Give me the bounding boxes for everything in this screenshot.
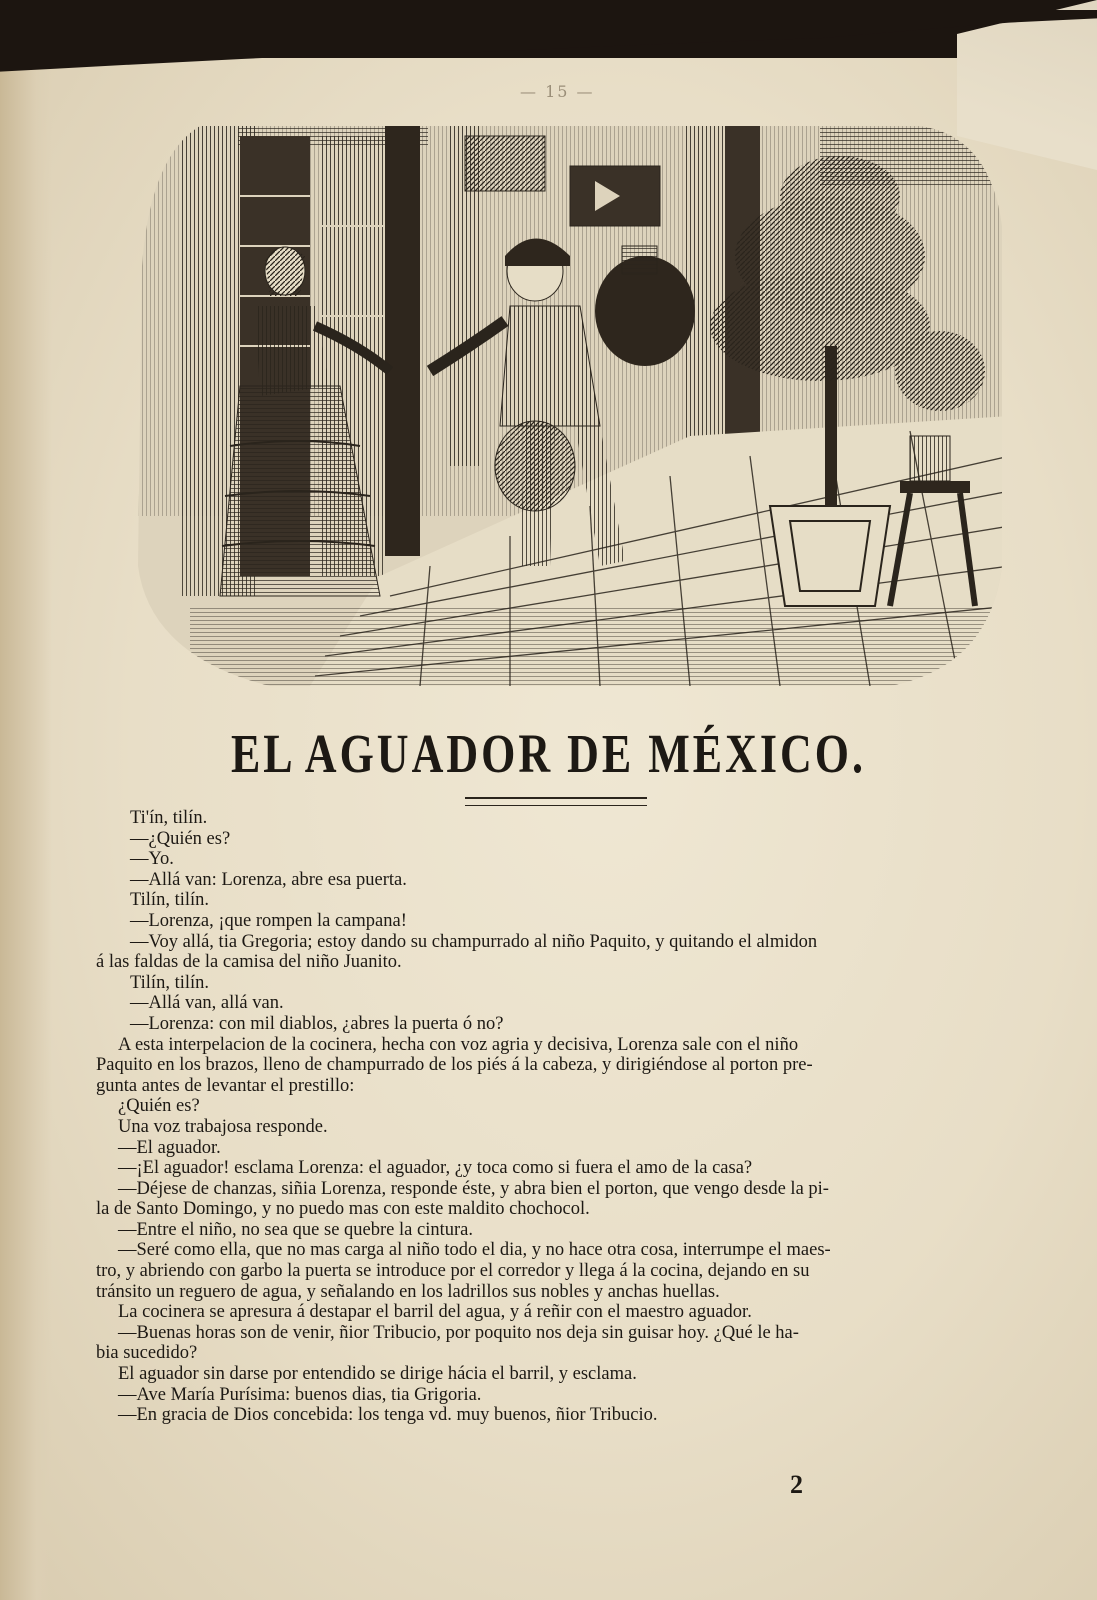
text-line: La cocinera se apresura á destapar el barril del agua, y á reñir con el maestro aguador. bbox=[118, 1302, 752, 1323]
text-line: Una voz trabajosa responde. bbox=[118, 1116, 328, 1137]
text-line: —¿Quién es? bbox=[130, 828, 231, 849]
text-line: bia sucedido? bbox=[96, 1343, 198, 1364]
text-line: tro, y abriendo con garbo la puerta se introduce por el corredor y llega á la cocina, dejando en su bbox=[96, 1261, 810, 1282]
text-line: —Déjese de chanzas, siñia Lorenza, responde éste, y abra bien el porton, que vengo desde la pi- bbox=[118, 1178, 829, 1199]
text-line: —En gracia de Dios concebida: los tenga vd. muy buenos, ñior Tribucio. bbox=[118, 1405, 658, 1426]
text-line: ¿Quién es? bbox=[118, 1096, 200, 1117]
article-body bbox=[96, 808, 996, 1426]
article-title: EL AGUADOR DE MÉXICO. bbox=[230, 723, 867, 785]
text-line: Paquito en los brazos, lleno de champurrado de los piés á la cabeza, y dirigiéndose al porton pre- bbox=[96, 1055, 813, 1076]
text-line: El aguador sin darse por entendido se dirige hácia el barril, y esclama. bbox=[118, 1364, 637, 1385]
text-line: —¡El aguador! esclama Lorenza: el aguador, ¿y toca como si fuera el amo de la casa? bbox=[118, 1158, 753, 1179]
text-line: —Allá van: Lorenza, abre esa puerta. bbox=[130, 869, 407, 890]
text-line: la de Santo Domingo, y no puedo mas con este maldito chochocol. bbox=[96, 1199, 590, 1220]
text-line: Ti'ín, tilín. bbox=[130, 808, 208, 828]
page-binding-shadow bbox=[0, 58, 52, 1600]
text-line: tránsito un reguero de agua, y señalando en los ladrillos sus nobles y anchas huellas. bbox=[96, 1281, 720, 1302]
text-line: —Lorenza, ¡que rompen la campana! bbox=[130, 910, 407, 931]
text-line: —Allá van, allá van. bbox=[130, 993, 284, 1014]
title-rule bbox=[465, 797, 647, 806]
page-number: 2 bbox=[790, 1470, 803, 1499]
running-page-marker: — 15 — bbox=[520, 82, 595, 101]
text-line: —Buenas horas son de venir, ñior Tribucio, por poquito nos deja sin guisar hoy. ¿Qué le ha- bbox=[118, 1322, 799, 1343]
text-line: —Seré como ella, que no mas carga al niño todo el dia, y no hace otra cosa, interrumpe el maes- bbox=[118, 1240, 831, 1261]
text-line: —Ave María Purísima: buenos dias, tia Grigoria. bbox=[118, 1384, 482, 1405]
text-line: á las faldas de la camisa del niño Juanito. bbox=[96, 952, 402, 973]
text-line: —Lorenza: con mil diablos, ¿abres la puerta ó no? bbox=[130, 1013, 504, 1034]
text-line: —Voy allá, tia Gregoria; estoy dando su champurrado al niño Paquito, y quitando el almidon bbox=[130, 931, 818, 952]
text-line: Tilín, tilín. bbox=[130, 890, 210, 911]
text-line: A esta interpelacion de la cocinera, hecha con voz agria y decisiva, Lorenza sale con el niño bbox=[118, 1034, 799, 1055]
text-line: Tilín, tilín. bbox=[130, 972, 210, 993]
text-line: gunta antes de levantar el prestillo: bbox=[96, 1075, 355, 1096]
text-line: —Entre el niño, no sea que se quebre la cintura. bbox=[118, 1219, 473, 1240]
text-line: —Yo. bbox=[130, 849, 174, 870]
woodcut-illustration bbox=[130, 96, 1010, 701]
text-line: —El aguador. bbox=[118, 1137, 221, 1158]
